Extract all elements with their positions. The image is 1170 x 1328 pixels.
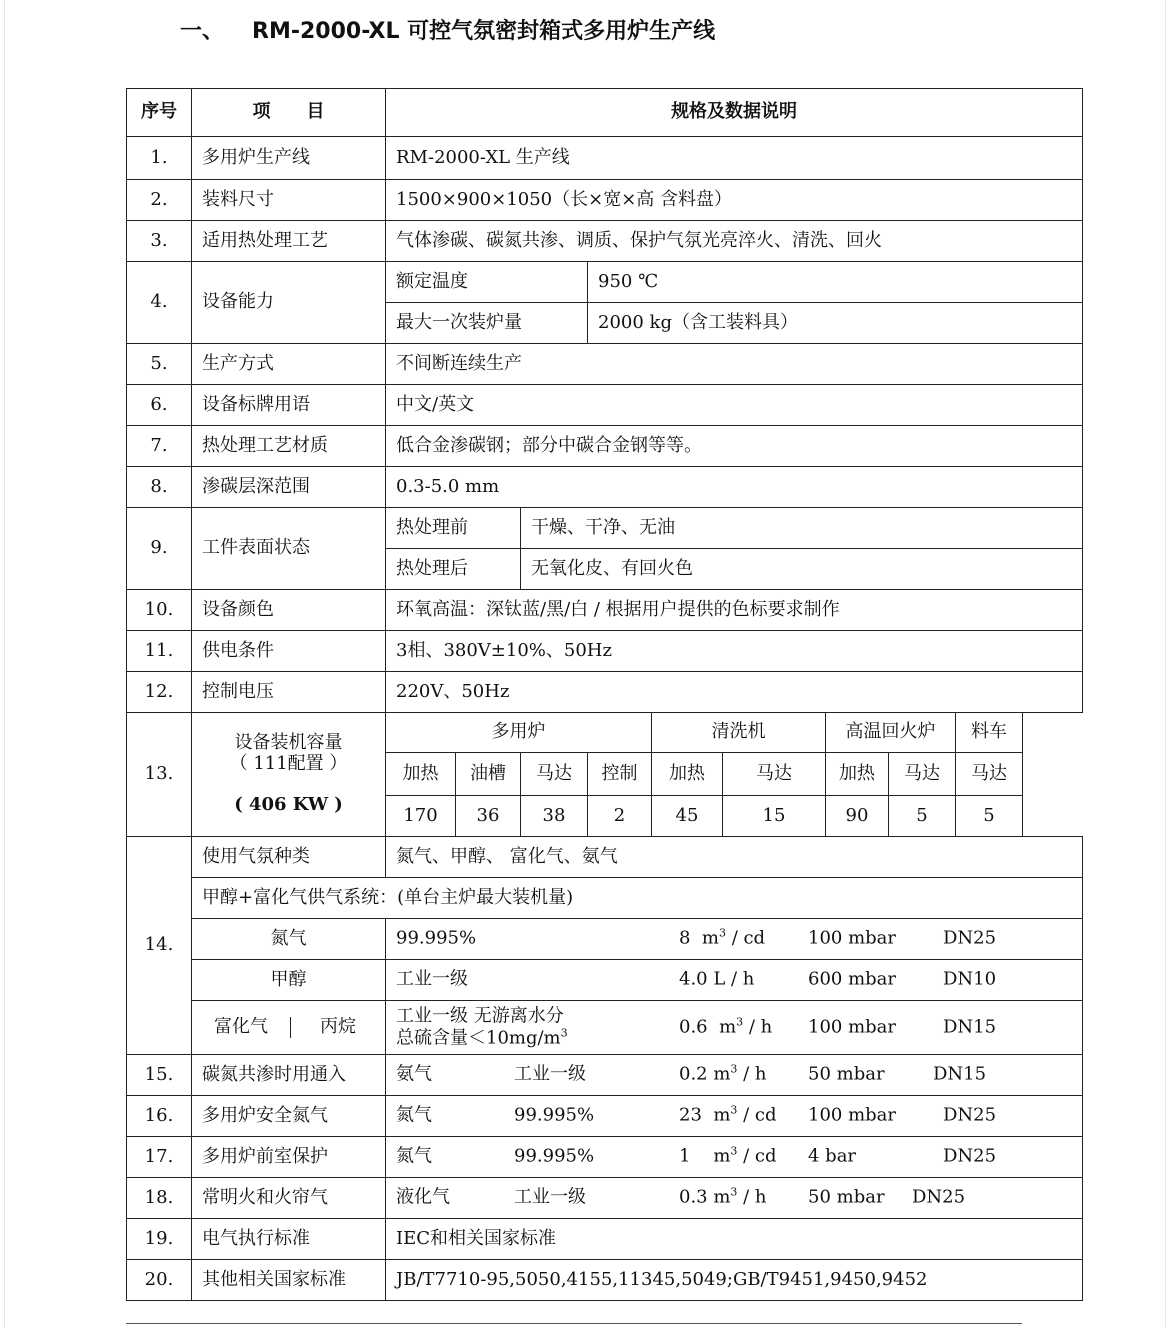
gas-grade: 99.995% xyxy=(514,1145,595,1167)
table-row xyxy=(127,919,1083,960)
table-row xyxy=(127,590,1083,631)
capacity-temp-label: 额定温度 xyxy=(386,262,588,303)
gas-purity: 99.995% xyxy=(396,927,477,949)
row-spec: RM-2000-XL 生产线 xyxy=(386,137,1083,180)
gas-dn: DN15 xyxy=(933,1063,987,1085)
gas-grade: 工业一级 xyxy=(514,1186,586,1208)
group-cart: 料车 xyxy=(956,713,1023,753)
gas-flow: 1 $m^3$ / cd xyxy=(679,1144,777,1167)
row-item: 适用热处理工艺 xyxy=(192,221,386,262)
table-row xyxy=(127,1096,1083,1137)
table-header-row xyxy=(127,89,1083,137)
row-number: 7. xyxy=(127,426,192,467)
capacity-load-value: 2000 kg（含工装料具） xyxy=(588,303,1083,344)
capacity-load-label: 最大一次装炉量 xyxy=(386,303,588,344)
sub-heading: 控制 xyxy=(588,753,652,796)
row-number: 3. xyxy=(127,221,192,262)
row-item: 设备颜色 xyxy=(192,590,386,631)
table-row xyxy=(127,344,1083,385)
gas-dn: DN10 xyxy=(943,968,997,990)
group-multipurpose-furnace: 多用炉 xyxy=(386,713,652,753)
header-item: 项 目 xyxy=(192,89,386,137)
row-number: 19. xyxy=(127,1219,192,1260)
gas-name: 富化气 xyxy=(192,1017,291,1038)
power-value: 5 xyxy=(889,796,956,837)
gas-grade: 99.995% xyxy=(514,1104,595,1126)
table-row xyxy=(127,631,1083,672)
row-spec: 低合金渗碳钢；部分中碳合金钢等等。 xyxy=(386,426,1083,467)
gas-pressure: 100 mbar xyxy=(808,1104,897,1126)
gas-supply-system-label: 甲醇+富化气供气系统：(单台主炉最大装机量) xyxy=(192,878,1083,919)
surface-after-label: 热处理后 xyxy=(386,549,521,590)
gas-flow: 8 $m^3$ / cd xyxy=(679,926,766,949)
row-number: 5. xyxy=(127,344,192,385)
sub-heading: 马达 xyxy=(889,753,956,796)
table-row xyxy=(127,508,1083,549)
gas-dn: DN15 xyxy=(943,1016,997,1038)
table-row xyxy=(127,221,1083,262)
row-spec: IEC和相关国家标准 xyxy=(386,1219,1083,1260)
gas-flow: 0.3 $m^3$ / h xyxy=(679,1185,767,1208)
gas-flow: 23 $m^3$ / cd xyxy=(679,1103,777,1126)
row-item: 电气执行标准 xyxy=(192,1219,386,1260)
row-spec: 环氧高温：深钛蓝/黑/白 / 根据用户提供的色标要求制作 xyxy=(386,590,1083,631)
table-row xyxy=(127,1137,1083,1178)
row-item: 渗碳层深范围 xyxy=(192,467,386,508)
installed-capacity-cell xyxy=(192,713,386,837)
row-number: 20. xyxy=(127,1260,192,1301)
gas-name: 氨气 xyxy=(396,1063,432,1085)
row-spec: 0.3-5.0 mm xyxy=(386,467,1083,508)
row-item: 多用炉生产线 xyxy=(192,137,386,180)
gas-pressure: 100 mbar xyxy=(808,927,897,949)
row-number: 18. xyxy=(127,1178,192,1219)
table-row xyxy=(127,426,1083,467)
gas-purity-line2: 总硫含量$<10mg/m^3$ xyxy=(396,1026,568,1049)
enrich-gas-split xyxy=(192,1017,385,1038)
capacity-temp-value: 950 ℃ xyxy=(588,262,1083,303)
gas-flow: 4.0 L / h xyxy=(679,968,755,990)
row-number: 13. xyxy=(127,713,192,837)
power-value: 45 xyxy=(652,796,723,837)
row-item: 使用气氛种类 xyxy=(192,837,386,878)
section-number: 一、 xyxy=(180,19,225,44)
row-spec: 气体渗碳、碳氮共渗、调质、保护气氛光亮淬火、清洗、回火 xyxy=(386,221,1083,262)
row-number: 12. xyxy=(127,672,192,713)
row-spec: 氮气、甲醇、 富化气、氨气 xyxy=(386,837,1083,878)
row-number: 6. xyxy=(127,385,192,426)
surface-after-value: 无氧化皮、有回火色 xyxy=(521,549,1083,590)
gas-name: 氮气 xyxy=(192,919,386,960)
table-row xyxy=(127,1219,1083,1260)
table-row xyxy=(127,713,1083,753)
row-item: 碳氮共渗时用通入 xyxy=(192,1055,386,1096)
gas-purity: 工业一级 xyxy=(396,968,468,990)
power-value: 170 xyxy=(386,796,456,837)
gas-dn: DN25 xyxy=(943,927,997,949)
gas-grade: 工业一级 xyxy=(514,1063,586,1085)
row-number: 15. xyxy=(127,1055,192,1096)
table-row xyxy=(127,467,1083,508)
row-number: 10. xyxy=(127,590,192,631)
power-value: 36 xyxy=(456,796,521,837)
group-tempering-furnace: 高温回火炉 xyxy=(826,713,956,753)
row-number: 11. xyxy=(127,631,192,672)
table-row xyxy=(127,137,1083,180)
power-value: 2 xyxy=(588,796,652,837)
enrich-gas-cell xyxy=(192,1001,386,1055)
row-spec: 1500×900×1050（长×宽×高 含料盘） xyxy=(386,180,1083,221)
section-title-text: RM-2000-XL 可控气氛密封箱式多用炉生产线 xyxy=(252,19,716,44)
sub-heading: 油槽 xyxy=(456,753,521,796)
table-row xyxy=(127,262,1083,303)
gas-spec-line xyxy=(386,1178,1083,1219)
sub-heading: 加热 xyxy=(386,753,456,796)
sub-heading: 马达 xyxy=(956,753,1023,796)
sub-heading: 马达 xyxy=(723,753,826,796)
gas-dn: DN25 xyxy=(943,1145,997,1167)
row-item: 常明火和火帘气 xyxy=(192,1178,386,1219)
gas-purity-line1: 工业一级 无游离水分 xyxy=(396,1005,564,1026)
table-row xyxy=(127,878,1083,919)
gas-spec-line xyxy=(386,1001,1083,1055)
gas-dn: DN25 xyxy=(912,1186,966,1208)
gas-name: 甲醇 xyxy=(192,960,386,1001)
gas-name: 氮气 xyxy=(396,1145,432,1167)
installed-capacity-config: （ 111配置 ） xyxy=(229,753,348,775)
gas-purity xyxy=(396,1005,568,1050)
table-row xyxy=(127,1055,1083,1096)
gas-name: 氮气 xyxy=(396,1104,432,1126)
row-item: 设备能力 xyxy=(192,262,386,344)
table-row xyxy=(127,837,1083,878)
spec-table xyxy=(126,88,1083,1301)
table-row xyxy=(127,1260,1083,1301)
row-spec: 中文/英文 xyxy=(386,385,1083,426)
installed-capacity-total: ( 406 KW ) xyxy=(234,793,343,815)
row-item: 控制电压 xyxy=(192,672,386,713)
gas-pressure: 100 mbar xyxy=(808,1016,897,1038)
gas-kind: 丙烷 xyxy=(320,1017,356,1038)
header-spec: 规格及数据说明 xyxy=(386,89,1083,137)
row-spec: 不间断连续生产 xyxy=(386,344,1083,385)
row-number: 16. xyxy=(127,1096,192,1137)
gas-flow: 0.2 $m^3$ / h xyxy=(679,1062,767,1085)
row-item: 其他相关国家标准 xyxy=(192,1260,386,1301)
row-number: 14. xyxy=(127,837,192,1055)
gas-name: 液化气 xyxy=(396,1186,450,1208)
installed-capacity-label: 设备装机容量 xyxy=(234,732,343,754)
row-item: 供电条件 xyxy=(192,631,386,672)
row-number: 1. xyxy=(127,137,192,180)
table-row xyxy=(127,385,1083,426)
row-spec: 220V、50Hz xyxy=(386,672,1083,713)
row-number: 17. xyxy=(127,1137,192,1178)
row-item: 生产方式 xyxy=(192,344,386,385)
table-row xyxy=(127,1001,1083,1055)
sub-heading: 加热 xyxy=(652,753,723,796)
sub-heading: 马达 xyxy=(521,753,588,796)
page-bottom-divider xyxy=(126,1323,1022,1324)
gas-pressure: 4 bar xyxy=(808,1145,857,1167)
gas-spec-line xyxy=(386,919,1083,960)
row-number: 9. xyxy=(127,508,192,590)
power-value: 90 xyxy=(826,796,889,837)
row-item: 装料尺寸 xyxy=(192,180,386,221)
gas-pressure: 600 mbar xyxy=(808,968,897,990)
row-number: 4. xyxy=(127,262,192,344)
row-spec: 3相、380V±10%、50Hz xyxy=(386,631,1083,672)
surface-before-label: 热处理前 xyxy=(386,508,521,549)
row-item: 热处理工艺材质 xyxy=(192,426,386,467)
power-value: 5 xyxy=(956,796,1023,837)
gas-spec-line xyxy=(386,1137,1083,1178)
gas-flow: 0.6 $m^3$ / h xyxy=(679,1015,773,1038)
table-row xyxy=(127,1178,1083,1219)
page-edge xyxy=(1165,0,1166,1328)
table-row xyxy=(127,672,1083,713)
gas-dn: DN25 xyxy=(943,1104,997,1126)
section-title xyxy=(180,14,715,45)
gas-spec-line xyxy=(386,960,1083,1001)
sub-heading: 加热 xyxy=(826,753,889,796)
row-number: 2. xyxy=(127,180,192,221)
group-washer: 清洗机 xyxy=(652,713,826,753)
gas-spec-line xyxy=(386,1055,1083,1096)
row-item: 多用炉前室保护 xyxy=(192,1137,386,1178)
gas-pressure: 50 mbar xyxy=(808,1063,885,1085)
row-item: 设备标牌用语 xyxy=(192,385,386,426)
page-edge xyxy=(4,0,5,1328)
row-number: 8. xyxy=(127,467,192,508)
table-row xyxy=(127,180,1083,221)
row-item: 工件表面状态 xyxy=(192,508,386,590)
power-value: 38 xyxy=(521,796,588,837)
surface-before-value: 干燥、干净、无油 xyxy=(521,508,1083,549)
gas-spec-line xyxy=(386,1096,1083,1137)
table-row xyxy=(127,960,1083,1001)
gas-pressure: 50 mbar xyxy=(808,1186,885,1208)
row-spec: JB/T7710-95,5050,4155,11345,5049;GB/T9451,9450,9452 xyxy=(386,1260,1083,1301)
header-no: 序号 xyxy=(127,89,192,137)
row-item: 多用炉安全氮气 xyxy=(192,1096,386,1137)
power-value: 15 xyxy=(723,796,826,837)
